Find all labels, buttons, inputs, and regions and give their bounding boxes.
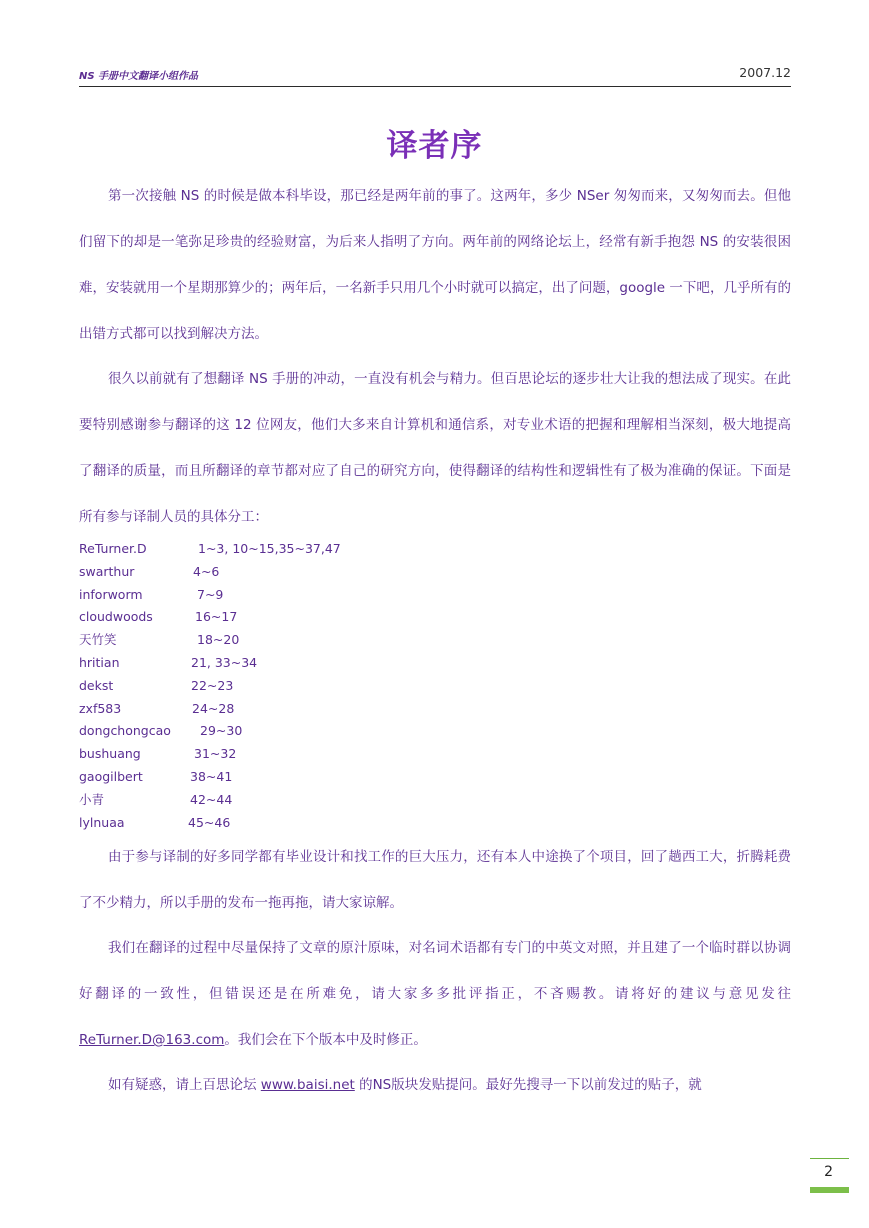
contributor-chapters: 45~46 [188,814,231,830]
paragraph-delay-apology: 由于参与译制的好多同学都有毕业设计和找工作的巨大压力，还有本人中途换了个项目，回了趟西工大，折腾耗费了不少精力，所以手册的发布一拖再拖，请大家谅解。 [79,849,791,911]
contributor-name: swarthur [79,563,135,579]
contributor-row [79,675,479,698]
contributor-row [79,789,479,812]
contributor-name: gaogilbert [79,768,143,784]
contributor-row [79,561,479,584]
page-header [79,64,791,87]
contributor-chapters: 38~41 [190,768,233,784]
forum-text-end: 的NS版块发贴提问。最好先搜寻一下以前发过的贴子，就 [354,1077,702,1093]
contributor-name: zxf583 [79,700,122,716]
contributor-list [79,538,479,834]
contributor-chapters: 18~20 [197,632,240,648]
email-link[interactable]: ReTurner.D@163.com [79,1032,225,1048]
contributor-row [79,743,479,766]
contributor-chapters: 21, 33~34 [191,654,258,670]
header-project-title: NS 手册中文翻译小组作品 [79,71,199,82]
contributor-name: inforworm [79,586,143,602]
contributor-row [79,698,479,721]
contributor-chapters: 7~9 [197,586,224,602]
paragraph-intro: 第一次接触 NS 的时候是做本科毕设，那已经是两年前的事了。这两年，多少 NSer 匆匆而来，又匆匆而去。但他们留下的却是一笔弥足珍贵的经验财富，为后来人指明了方向。两年前的网络论坛上，经常有新手抱怨 NS 的安装很困难，安装就用一个星期那算少的；两年后，一名新手只用几个小时就可以搞定，出了问题，google 一下吧，几乎所有的出错方式都可以找到解决方法。 [79,188,791,342]
contributor-chapters: 29~30 [200,723,243,739]
page-number: 2 [824,1164,833,1180]
page-number-bar [810,1187,849,1193]
forum-text: 如有疑惑，请上百思论坛 [108,1077,261,1093]
header-date: 2007.12 [739,65,791,80]
forum-link[interactable]: www.baisi.net [260,1077,355,1093]
contributor-row [79,812,479,835]
contributor-name: ReTurner.D [79,541,147,556]
contributor-name: dekst [79,677,114,693]
contributor-chapters: 22~23 [191,677,234,693]
contributor-row [79,584,479,607]
paragraph-feedback [79,925,791,1063]
contributor-row [79,720,479,743]
page-number-box [810,1158,849,1187]
contributor-name: 小青 [79,791,105,807]
contributor-chapters: 24~28 [192,700,235,716]
feedback-text-end: 。我们会在下个版本中及时修正。 [224,1032,427,1048]
contributor-name: cloudwoods [79,609,153,625]
paragraph-forum [79,1062,791,1108]
contributor-chapters: 42~44 [190,791,233,807]
contributor-row [79,538,479,561]
contributor-chapters: 31~32 [194,746,237,762]
contributor-chapters: 1~3, 10~15,35~37,47 [198,541,341,556]
contributor-name: 天竹笑 [79,632,117,648]
contributor-chapters: 16~17 [195,609,238,625]
page-title: 译者序 [386,128,483,164]
contributor-name: bushuang [79,746,141,762]
contributor-row [79,766,479,789]
contributor-name: hritian [79,654,120,670]
paragraph-translation-team: 很久以前就有了想翻译 NS 手册的冲动，一直没有机会与精力。但百思论坛的逐步壮大让我的想法成了现实。在此要特别感谢参与翻译的这 12 位网友，他们大多来自计算机和通信系，对专业术语的把握和理解相当深刻，极大地提高了翻译的质量，而且所翻译的章节都对应了自己的研究方向，使得翻译的结构性和逻辑性有了极为准确的保证。下面是所有参与译制人员的具体分工： [79,371,791,525]
contributor-name: dongchongcao [79,723,171,739]
contributor-name: lylnuaa [79,814,125,830]
contributor-row [79,652,479,675]
contributor-chapters: 4~6 [193,563,220,579]
contributor-row [79,629,479,652]
feedback-text: 我们在翻译的过程中尽量保持了文章的原汁原味，对名词术语都有专门的中英文对照，并且建了一个临时群以协调好翻译的一致性，但错误还是在所难免，请大家多多批评指正，不吝赐教。请将好的建议与意见发往 [79,940,791,1002]
contributor-row [79,606,479,629]
